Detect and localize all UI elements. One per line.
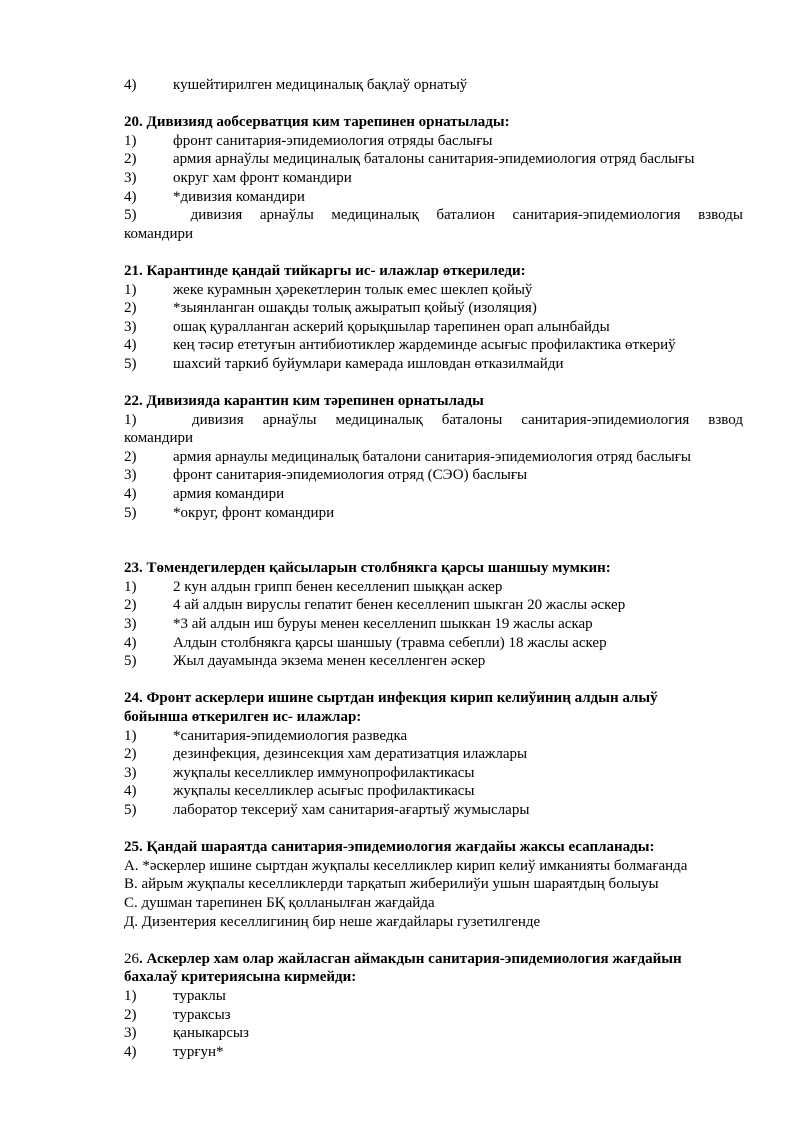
- option-number: 4): [124, 77, 137, 93]
- list-item: 2) армия арнаўлы медициналық баталоны санитария-эпидемиология отряд баслығы: [124, 151, 695, 168]
- list-item: Д. Дизентерия кеселлигиниң бир неше жағдайлары гузетилгенде: [124, 913, 541, 930]
- list-item: 3) ошақ қуралланган аскерий қорықшылар тарепинен орап алынбайды: [124, 318, 610, 335]
- question-24-title: 24. Фронт аскерлери ишине сыртдан инфекция кирип келиўиниң алдын алыў: [124, 690, 658, 707]
- list-item-continuation: командири: [124, 430, 194, 447]
- list-item: В. айрым жуқпалы кеселликлерди тарқатып жиберилиўи ушын шараятдың болыуы: [124, 876, 659, 893]
- list-item: 3) қаныкарсыз: [124, 1025, 249, 1042]
- list-item: 1) фронт санитария-эпидемиология отряды баслығы: [124, 132, 493, 149]
- question-22-title: 22. Дивизияда карантин ким тəрепинен орнатылады: [124, 393, 484, 410]
- list-item: 5) лаборатор тексериў хам санитария-ағартыў жумыслары: [124, 801, 530, 818]
- list-item: 2) 4 ай алдын вируслы гепатит бенен кеселленип шыкган 20 жаслы əскер: [124, 597, 626, 614]
- list-item: 2) тураксыз: [124, 1006, 231, 1023]
- list-item: 2) *зыянланган ошақды толық ажыратып қойыў (изоляция): [124, 300, 537, 317]
- list-item-justified: 1) дивизия арнаўлы медициналық баталоны санитария-эпидемиология взвод: [124, 411, 743, 428]
- list-item: С. душман тарепинен БҚ қолланылған жағдайда: [124, 894, 435, 911]
- option-text: кушейтирилген медициналық бақлаў орнатыў: [173, 77, 468, 93]
- list-item: 3) округ хам фронт командири: [124, 169, 352, 186]
- list-item: 1) *санитария-эпидемиология разведка: [124, 727, 408, 744]
- list-item: 3) *3 ай алдын иш буруы менен кеселленип шыккан 19 жаслы аскар: [124, 616, 593, 633]
- list-item: 1) 2 кун алдын грипп бенен кеселленип шыққан аскер: [124, 578, 503, 595]
- list-item: 1) тураклы: [124, 987, 226, 1004]
- document-body: [124, 76, 743, 1061]
- list-item: 2) армия арнаулы медициналық баталони санитария-эпидемиология отряд баслығы: [124, 448, 691, 465]
- list-item: 5) шахсий таркиб буйумлари камерада ишловдан өтказилмайди: [124, 355, 564, 372]
- question-25-title: 25. Қандай шараятда санитария-эпидемиология жағдайы жаксы есапланады:: [124, 839, 655, 856]
- question-21-title: 21. Карантинде қандай тийкаргы ис- илажлар өткериледи:: [124, 262, 526, 279]
- list-item: 2) дезинфекция, дезинсекция хам дератизатция илажлары: [124, 746, 528, 763]
- list-item: 5) *округ, фронт командири: [124, 504, 335, 521]
- question-24-title-cont: бойынша өткерилген ис- илажлар:: [124, 709, 362, 725]
- question-26-title-cont: бахалаў критериясына кирмейди:: [124, 969, 357, 986]
- list-item: 4) *дивизия командири: [124, 188, 305, 205]
- question-20-title: 20. Дивизияд аобсерватция ким тарепинен орнатылады:: [124, 114, 510, 131]
- list-item: А. *əскерлер ишине сыртдан жуқпалы кеселликлер кирип келиў имканияты болмағанда: [124, 857, 688, 874]
- question-26-title: 26. Аскерлер хам олар жайласган аймакдын санитария-эпидемиология жағдайын: [124, 950, 682, 967]
- list-item: 3) жуқпалы кеселликлер иммунопрофилактикасы: [124, 764, 475, 781]
- list-item: 1) жеке курамнын ҳəрекетлерин толык емес шеклеп қойыў: [124, 281, 533, 298]
- list-item-justified: 5) дивизия арнаўлы медициналық баталион санитария-эпидемиология взводы: [124, 207, 743, 224]
- list-item: 4) кең тəсир ететуғын антибиотиклер жардеминде асығыс профилактика өткериў: [124, 337, 676, 354]
- list-item: 4) Алдын столбнякга қарсы шаншыу (травма себепли) 18 жаслы аскер: [124, 634, 607, 651]
- question-23-title: 23. Төмендегилерден қайсыларын столбнякга қарсы шаншыу мумкин:: [124, 560, 611, 577]
- list-item: 4) армия командири: [124, 486, 285, 503]
- list-item: [124, 76, 743, 95]
- list-item: 5) Жыл дауамында экзема менен кеселленген əскер: [124, 653, 486, 670]
- list-item-continuation: командири: [124, 225, 194, 242]
- list-item: 4) жуқпалы кеселликлер асығыс профилактикасы: [124, 783, 475, 800]
- list-item: 3) фронт санитария-эпидемиология отряд (СЭО) баслығы: [124, 467, 528, 484]
- list-item: 4) турғун*: [124, 1043, 224, 1060]
